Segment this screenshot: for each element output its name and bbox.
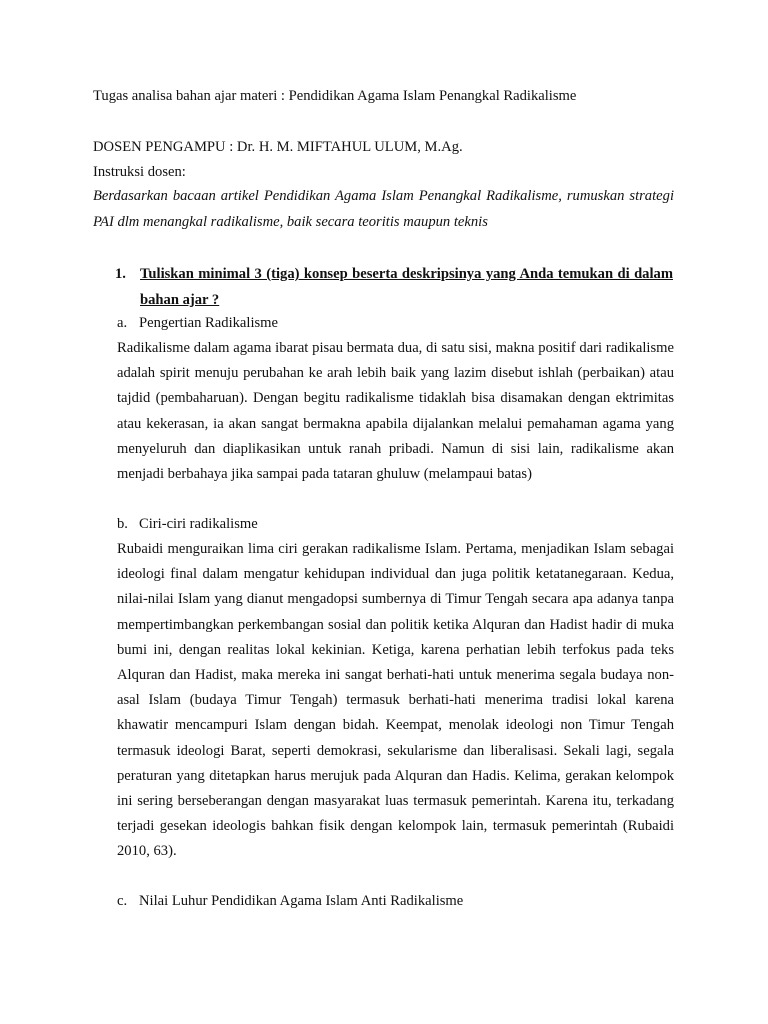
section-c-heading — [117, 891, 463, 911]
section-b-letter: b. — [117, 516, 128, 532]
task-title: Tugas analisa bahan ajar materi : Pendidikan Agama Islam Penangkal Radikalisme — [93, 88, 577, 104]
question-text: Tuliskan minimal 3 (tiga) konsep beserta deskripsinya yang Anda temukan di dalam bahan ajar ? — [140, 266, 673, 308]
question-number: 1. — [115, 266, 126, 282]
section-c-letter: c. — [117, 893, 128, 909]
lecturer-line: DOSEN PENGAMPU : Dr. H. M. MIFTAHUL ULUM, M.Ag. — [93, 139, 463, 155]
section-b-heading — [117, 514, 258, 534]
section-b-body: Rubaidi menguraikan lima ciri gerakan radikalisme Islam. Pertama, menjadikan Islam sebagai ideologi final dalam mengatur kehidupan individual dan juga politik ketatanegaraan. Kedua, nilai-nilai Islam yang dianut mengadopsi sumbernya di Timur Tengah secara apa adanya tanpa mempertimbangkan perkembangan sosial dan politik ketika Alquran dan Hadist hadir di muka bumi ini, dengan realitas lokal kekinian. Ketiga, karena perhatian lebih terfokus pada teks Alquran dan Hadist, maka mereka ini sangat berhati-hati untuk menerima segala budaya non-asal Islam (budaya Timur Tengah) termasuk berhati-hati menerima tradisi lokal karena khawatir mencampuri Islam dengan bidah. Keempat, menolak ideologi non Timur Tengah termasuk ideologi Barat, seperti demokrasi, sekularisme dan liberalisasi. Sekali lagi, segala peraturan yang ditetapkan harus merujuk pada Alquran dan Hadis. Kelima, gerakan kelompok ini sering berseberangan dengan masyarakat luas termasuk pemerintah. Karena itu, terkadang terjadi gesekan ideologis bahkan fisik dengan kelompok lain, termasuk pemerintah (Rubaidi 2010, 63). — [117, 541, 674, 860]
question-heading — [115, 262, 673, 313]
section-a-body: Radikalisme dalam agama ibarat pisau bermata dua, di satu sisi, makna positif dari radikalisme adalah spirit menuju perubahan ke arah lebih baik yang lazim disebut ishlah (perbaikan) atau tajdid (pembaharuan). Dengan begitu radikalisme tidaklah bisa disamakan dengan ektrimitas atau kekerasan, ia akan sangat bermakna apabila dijalankan melalui pemahaman agama yang menyeluruh dan diaplikasikan untuk ranah pribadi. Namun di sisi lain, radikalisme akan menjadi berbahaya jika sampai pada tataran ghuluw (melampaui batas) — [117, 340, 674, 483]
instruction-text: Berdasarkan bacaan artikel Pendidikan Agama Islam Penangkal Radikalisme, rumuskan strategi PAI dlm menangkal radikalisme, baik secara teoritis maupun teknis — [93, 188, 674, 230]
section-a-title: Pengertian Radikalisme — [139, 315, 279, 331]
section-c-title: Nilai Luhur Pendidikan Agama Islam Anti Radikalisme — [139, 893, 464, 909]
section-b-title: Ciri-ciri radikalisme — [139, 516, 258, 532]
section-a-letter: a. — [117, 315, 128, 331]
instruction-label: Instruksi dosen: — [93, 164, 186, 180]
section-a-heading — [117, 313, 278, 333]
